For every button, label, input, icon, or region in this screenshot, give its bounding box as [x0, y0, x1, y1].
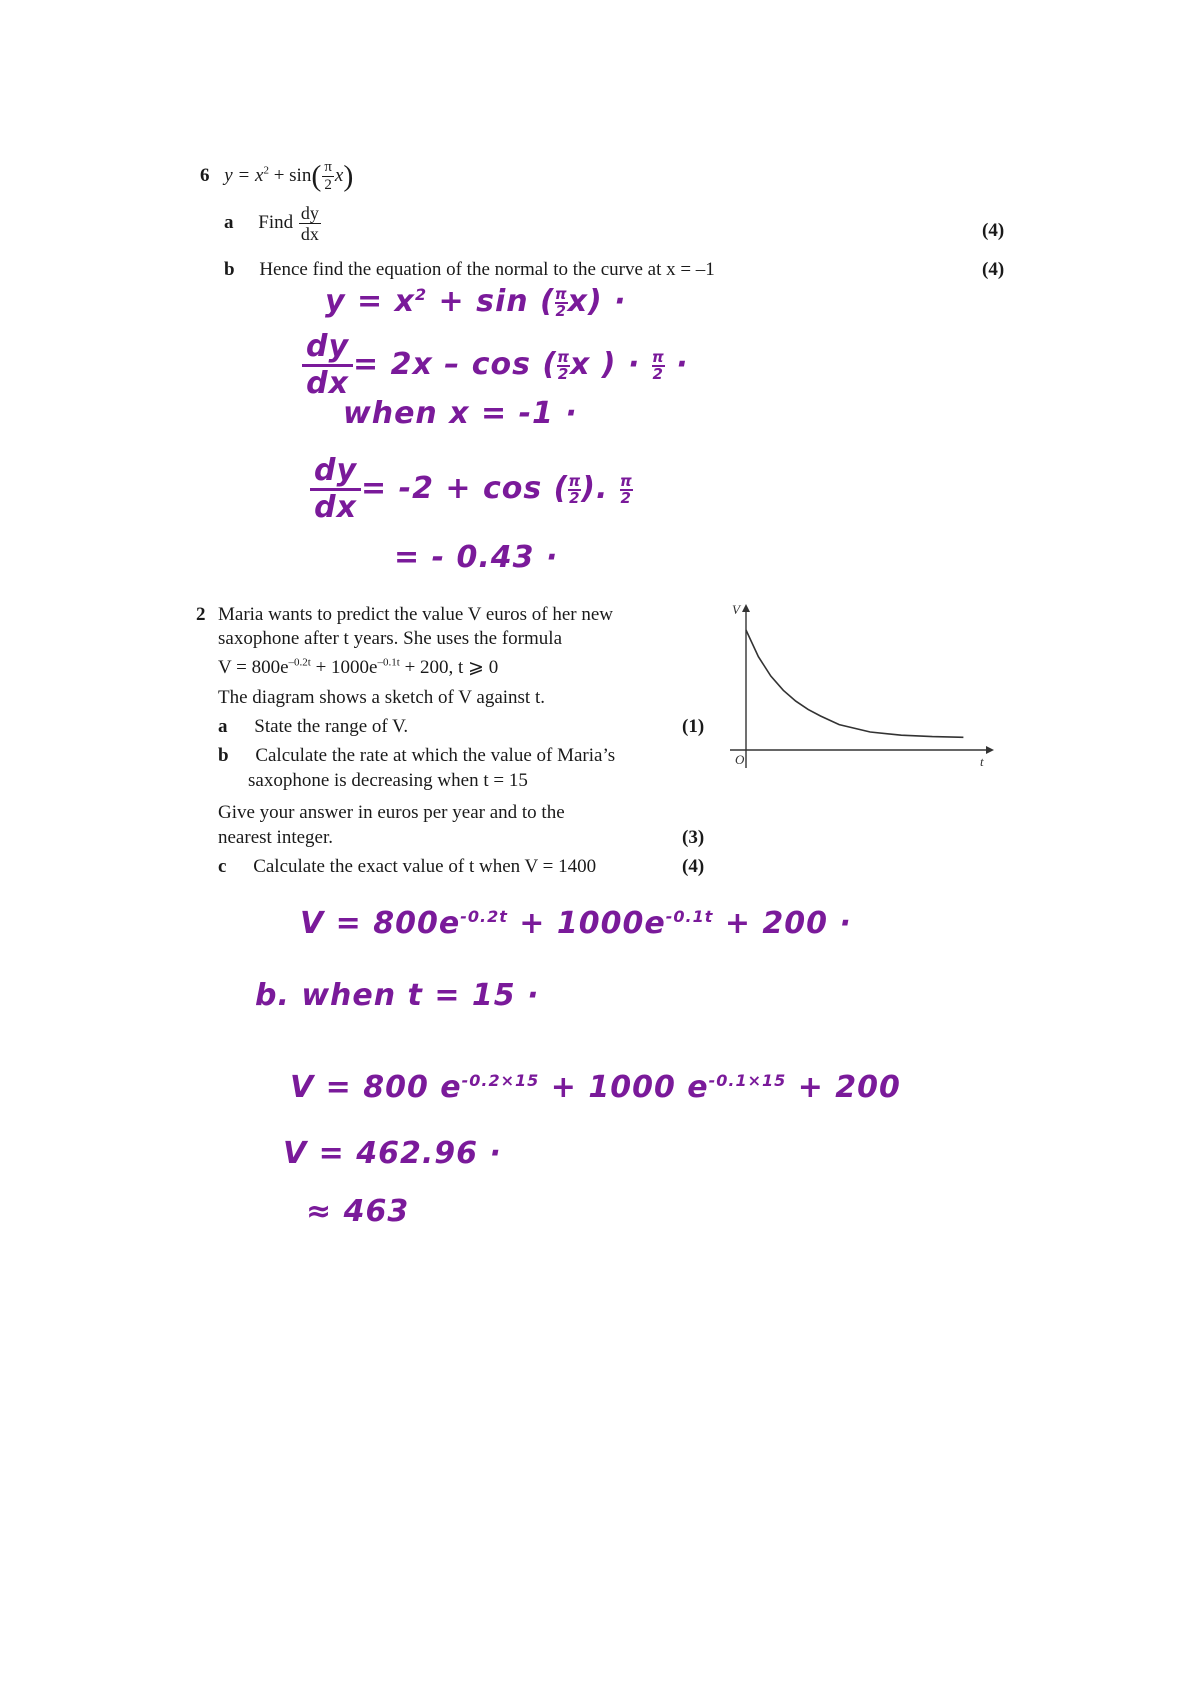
equation-sin: + sin	[268, 164, 312, 186]
q2-number: 2	[196, 604, 206, 625]
hw-v-value: V = 462.96 ·	[283, 1136, 502, 1171]
q2-part-b-line2: saxophone is decreasing when t = 15	[248, 770, 528, 791]
q6-b-marks: (4)	[982, 259, 1005, 280]
v-against-t-sketch	[720, 598, 1000, 778]
q2-b-marks: (3)	[682, 827, 705, 848]
hw-line-result: = - 0.43 ·	[394, 540, 559, 575]
q6-part-b	[224, 259, 715, 281]
hw-line-dydx-value: $\frac{dy}{dx}$ = -2 + cos ( $\frac{\pi}{2}$ ). $\frac{\pi}{2}$	[310, 456, 633, 523]
part-letter: b	[224, 259, 235, 280]
q6-a-marks: (4)	[982, 220, 1005, 241]
pi-over-two: $\frac{\pi}{2}$	[324, 159, 332, 193]
equation-lhs: y = x	[224, 164, 264, 186]
hw-line-when: when x = -1 ·	[343, 396, 578, 431]
question-6-header	[200, 160, 353, 193]
q2-formula: $V = 800e^{-0.2t} + 1000e^{-0.1t} + 200$, t ⩾ 0	[218, 656, 499, 678]
q2-part-a: a State the range of V.	[218, 716, 409, 737]
y-axis-arrow	[742, 604, 750, 612]
hw-formula-line: $V = 800e^{-0.2t} + 1000e^{-0.1t} + 200$ ·	[300, 906, 852, 941]
q2-intro-line1: Maria wants to predict the value V euros of her new	[218, 604, 614, 625]
hw-rounded-value: ≈ 463	[306, 1194, 410, 1229]
hw-substitution-line: V = 800 $e^{-0.2\times 15} + 1000$ $e^{-0.1\times 15} + 200$	[290, 1070, 901, 1105]
hw-line-derivative: $\frac{dy}{dx}$ = 2x – cos ( $\frac{\pi}{2}$ x ) · $\frac{\pi}{2}$ ·	[302, 332, 689, 399]
y-axis-label: V	[732, 602, 740, 617]
q6-part-a	[224, 204, 322, 243]
part-letter: a	[224, 211, 234, 233]
paren-open: (	[311, 159, 322, 193]
question-number: 6	[200, 164, 210, 186]
origin-label: O	[735, 752, 745, 767]
x-axis-label: t	[980, 754, 984, 769]
q2-part-c: c Calculate the exact value of t when V = 1400	[218, 856, 597, 877]
q2-give-line2: nearest integer.	[218, 827, 334, 848]
paren-close: )	[343, 159, 354, 193]
q2-part-b-line1: b Calculate the rate at which the value of Maria’s	[218, 745, 616, 766]
q2-c-marks: (4)	[682, 856, 705, 877]
equation-exponent: 2	[263, 164, 269, 177]
equation-x: x	[334, 164, 344, 186]
q2-give-line1: Give your answer in euros per year and to the	[218, 802, 565, 823]
part-a-text: Find	[258, 211, 294, 233]
part-b-text: Hence find the equation of the normal to the curve at x = –1	[259, 259, 715, 280]
hw-when-t-15: b. when t = 15 ·	[255, 978, 540, 1013]
dy-dx-fraction: $\frac{dy}{dx}$	[300, 203, 319, 244]
series-line	[746, 630, 963, 737]
q2-intro-line2: saxophone after t years. She uses the formula	[218, 628, 563, 649]
q2-a-marks: (1)	[682, 716, 705, 737]
hw-line-y: $y = x^2 + \sin$ ( $\frac{\pi}{2}$ x) ·	[325, 284, 627, 320]
q2-diagram-text: The diagram shows a sketch of V against t.	[218, 687, 545, 708]
x-axis-arrow	[986, 746, 994, 754]
